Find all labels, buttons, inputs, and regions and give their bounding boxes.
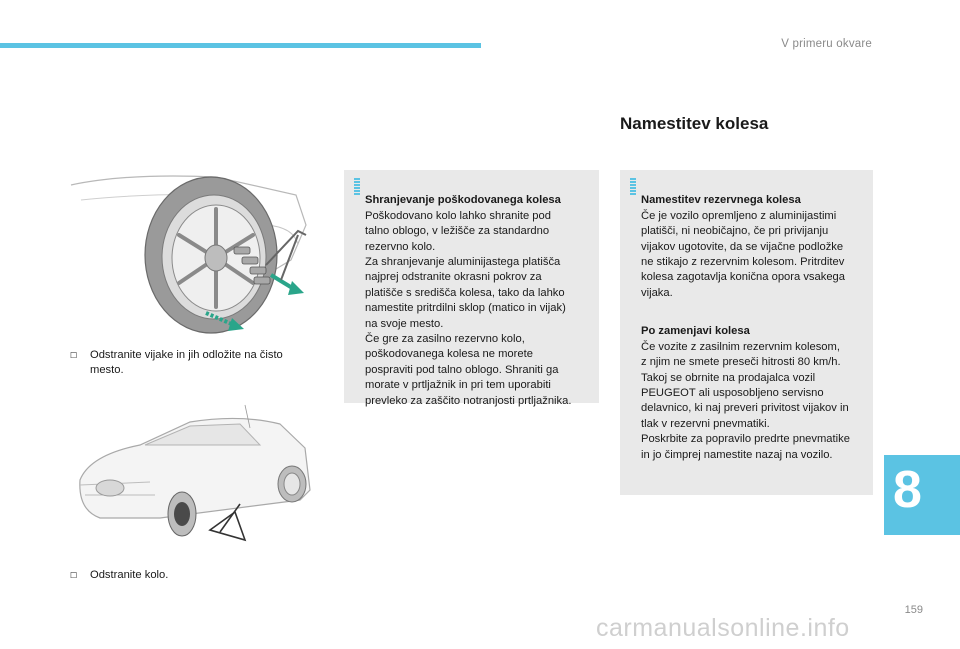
info-marker-icon — [630, 178, 636, 195]
checkbox-icon: ☐ — [70, 351, 78, 360]
info-box-fitting — [620, 170, 873, 495]
info-box-body-2: Če vozite z zasilnim rezervnim kolesom, z njim ne smete preseči hitrosti 80 km/h. Takoj se obrnite na prodajalca vozil PEUGEOT ali usposobljeno servisno delavnico, ki naj preveri privitost vijakov in tlak v rezervni pnevmatiki. Poskrbite za popravilo predrte pnevmatike in jo čimprej namestite nazaj na vozilo. — [641, 340, 850, 461]
info-box-title: Shranjevanje poškodovanega kolesa — [365, 194, 561, 207]
wheel-bolts-illustration — [66, 165, 316, 335]
step-text: Odstranite kolo. — [90, 569, 169, 581]
info-marker-icon — [354, 178, 360, 195]
page-number: 159 — [904, 604, 923, 616]
car-jack-illustration — [70, 400, 320, 550]
info-box-title: Namestitev rezervnega kolesa — [641, 194, 801, 207]
info-box-subtitle: Po zamenjavi kolesa — [641, 325, 750, 338]
chapter-number: 8 — [893, 461, 922, 519]
chapter-header: V primeru okvare — [781, 38, 872, 50]
checkbox-icon: ☐ — [70, 571, 78, 580]
section-title: Namestitev kolesa — [620, 114, 769, 133]
step-remove-wheel — [70, 568, 330, 584]
step-remove-bolts — [70, 348, 330, 380]
info-box-storage — [344, 170, 599, 407]
info-box-body: Če je vozilo opremljeno z aluminijastimi platišči, ni neobičajno, če pri privijanju vijakov ugotovite, da se vijačne podložke ne stikajo z rezervnim kolesom. Pritrditev kolesa zagotavlja konična opora vsakega vijaka. — [641, 209, 845, 299]
header-accent-bar — [0, 43, 481, 48]
step-text: Odstranite vijake in jih odložite na čisto mesto. — [90, 349, 283, 377]
watermark: carmanualsonline.info — [596, 614, 850, 642]
info-box-body: Poškodovano kolo lahko shranite pod talno oblogo, v ležišče za standardno rezervno kolo. Za shranjevanje aluminijastega platišča najprej odstranite okrasni pokrov za platišče s središča kolesa, tako da lahko namestite pritrdilni sklop (matico in vijak) na svoje mesto. Če gre za zasilno rezervno kolo, poškodovanega kolesa ne morete pospraviti pod talno oblogo. Shraniti ga morate v prtljažnik in pri tem uporabiti prevleko za zaščito notranjosti prtljažnika. — [365, 209, 572, 407]
